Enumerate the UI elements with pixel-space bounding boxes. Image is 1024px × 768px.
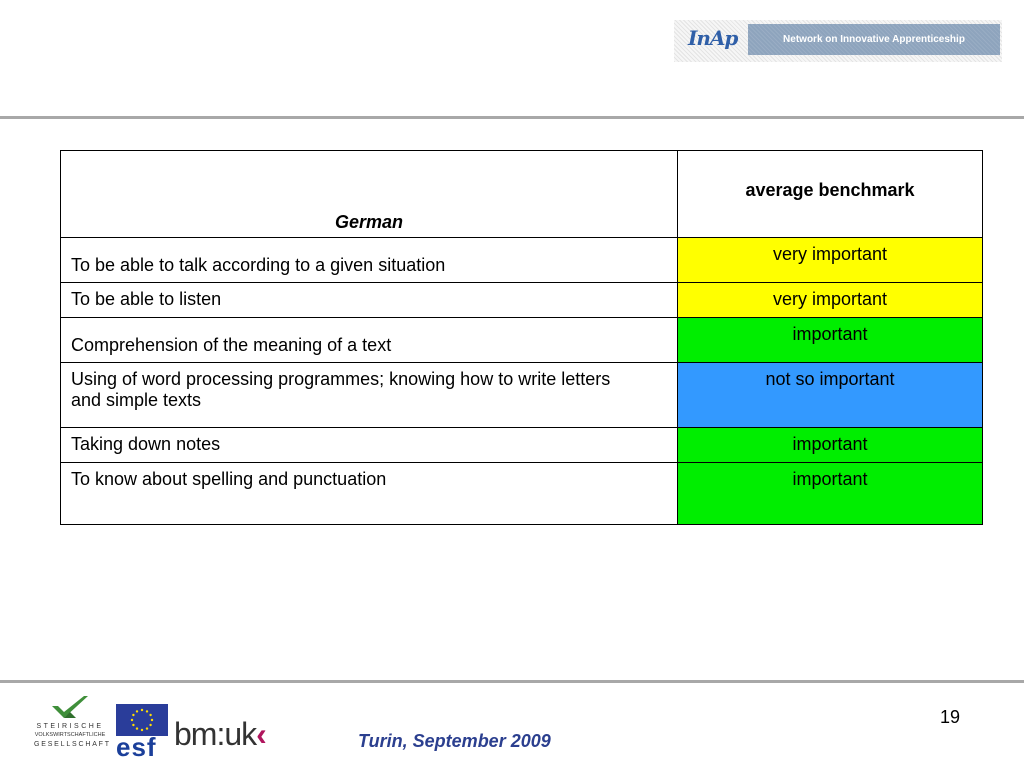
footer-divider	[0, 680, 1024, 683]
stw-line2: VOLKSWIRTSCHAFTLICHE	[34, 732, 106, 738]
skill-cell: Comprehension of the meaning of a text	[61, 318, 678, 363]
skill-cell: Using of word processing programmes; knowing how to write letters and simple texts	[61, 363, 678, 428]
skill-cell: To be able to listen	[61, 283, 678, 318]
rating-cell: very important	[678, 283, 983, 318]
table-row	[61, 363, 983, 428]
skill-cell: Taking down notes	[61, 428, 678, 463]
page-number: 19	[940, 707, 961, 727]
benchmark-table	[60, 150, 983, 525]
checkmark-icon	[50, 694, 90, 722]
table-header-row	[61, 151, 983, 238]
header-divider	[0, 116, 1024, 119]
bmuk-text: bm:uk	[174, 716, 257, 752]
network-banner: Network on Innovative Apprenticeship	[748, 24, 1000, 55]
rating-cell: very important	[678, 238, 983, 283]
steirische-logo	[34, 690, 111, 756]
skill-cell: To know about spelling and punctuation	[61, 463, 678, 525]
header-german: German	[61, 151, 678, 238]
esf-logo: esf	[116, 732, 157, 762]
table-row	[61, 238, 983, 283]
table-row	[61, 318, 983, 363]
skill-cell: To be able to talk according to a given situation	[61, 238, 678, 283]
table-row	[61, 283, 983, 318]
table-row	[61, 428, 983, 463]
bmuk-logo	[174, 716, 266, 753]
stw-line3: GESELLSCHAFT	[34, 741, 111, 748]
table-row	[61, 463, 983, 525]
rating-cell: important	[678, 318, 983, 363]
rating-cell: not so important	[678, 363, 983, 428]
chevron-icon: ‹	[256, 716, 266, 752]
rating-cell: important	[678, 428, 983, 463]
event-footer-text: Turin, September 2009	[358, 731, 551, 751]
network-logo	[674, 20, 1002, 62]
rating-cell: important	[678, 463, 983, 525]
inap-logo-text: InAp	[688, 26, 738, 50]
header-average-benchmark: average benchmark	[678, 151, 983, 238]
stw-line1: STEIRISCHE	[36, 723, 104, 730]
